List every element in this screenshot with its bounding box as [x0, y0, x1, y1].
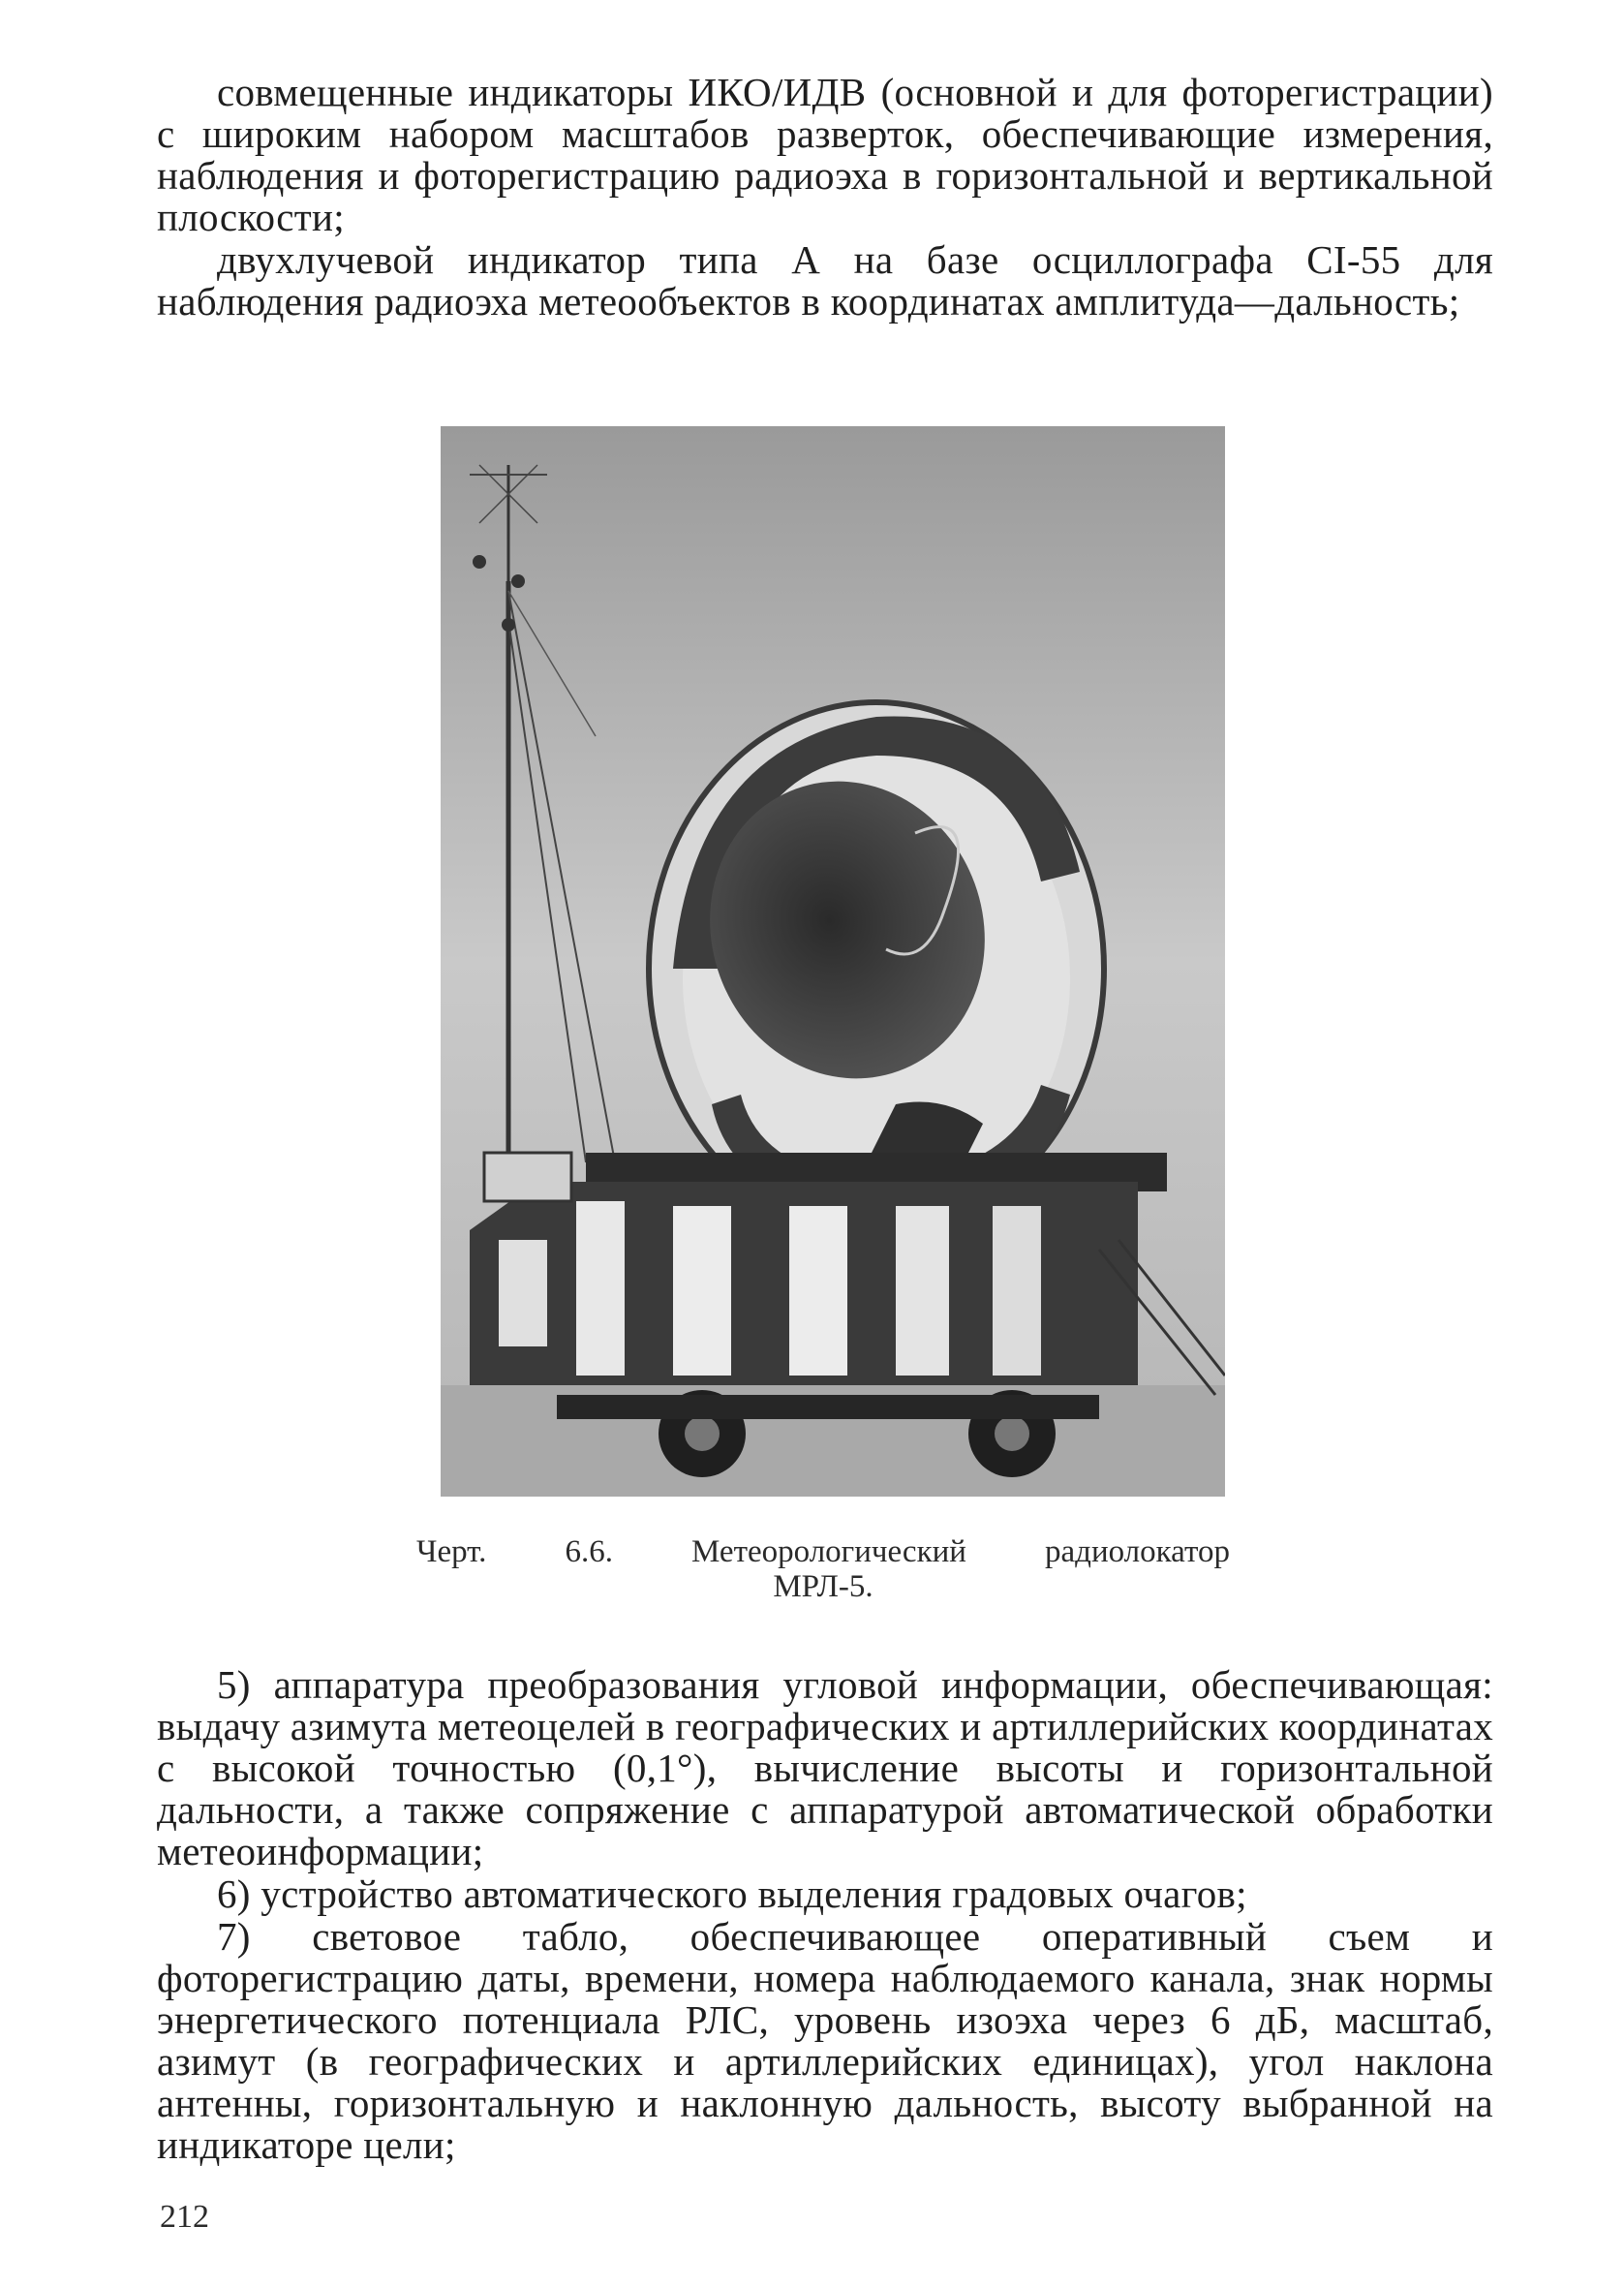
caption-word-2: радиолокатор — [1045, 1534, 1230, 1569]
top-text-block — [157, 72, 1493, 324]
radar-photo — [441, 426, 1225, 1497]
bottom-text-block — [157, 1664, 1493, 2167]
caption-label: Черт. — [416, 1534, 487, 1569]
paragraph-item-7: 7) световое табло, обеспечивающее оперативный съем и фоторегистрацию даты, времени, номера наблюдаемого канала, знак нормы энергетического потенциала РЛС, уровень изоэха через 6 дБ, масштаб, азимут (в географических и артиллерийских единицах), угол наклона антенны, горизонтальную и наклонную дальность, высоту выбранной на индикаторе цели; — [157, 1914, 1493, 2167]
caption-line-1 — [416, 1534, 1230, 1569]
page-number: 212 — [160, 2199, 209, 2235]
figure-caption — [416, 1534, 1230, 1604]
paragraph-item-5: 5) аппаратура преобразования угловой информации, обеспечивающая: выдачу азимута метеоцелей в географических и артиллерийских координатах с высокой точностью (0,1°), вычисление высоты и горизонтальной дальности, а также сопряжение с аппаратурой автоматической обработки метеоинформации; — [157, 1662, 1493, 1873]
caption-line-2: МРЛ-5. — [773, 1569, 873, 1604]
paragraph-indicator-type-a: двухлучевой индикатор типа А на базе осциллографа СІ-55 для наблюдения радиоэха метеообъектов в координатах амплитуда—дальность; — [157, 237, 1493, 324]
paragraph-item-6: 6) устройство автоматического выделения градовых очагов; — [217, 1871, 1247, 1916]
caption-word-1: Метеорологический — [691, 1534, 966, 1569]
caption-number: 6.6. — [565, 1534, 613, 1569]
paragraph-indicators-iko-idv: совмещенные индикаторы ИКО/ИДВ (основной и для фоторегистрации) с широким набором масштабов разверток, обеспечивающие измерения, наблюдения и фоторегистрацию радиоэха в горизонтальной и вертикальной плоскости; — [157, 70, 1493, 239]
